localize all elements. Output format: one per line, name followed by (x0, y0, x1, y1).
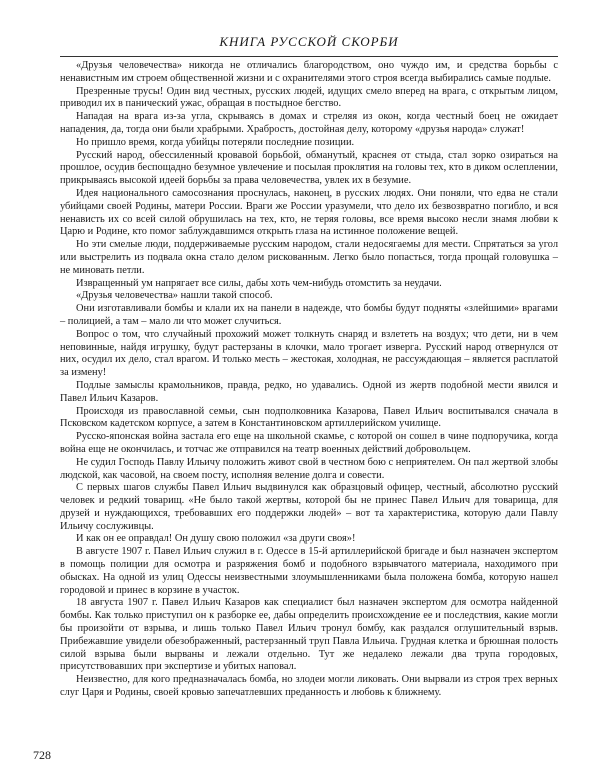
paragraph: Происходя из православной семьи, сын подполковника Казарова, Павел Ильич воспитывался сначала в Псковском кадетском корпусе, а затем в Константиновском артиллерийском училище. (60, 405, 558, 430)
header-title: КНИГА РУССКОЙ СКОРБИ (219, 34, 399, 49)
paragraph: Русский народ, обессиленный кровавой борьбой, обманутый, краснея от стыда, стал зорко озираться на прошлое, осудив беспощадно безумное увлечение и посылая проклятия на головы тех, кто в диком ослеплении, прикрываясь высокой идеей борьбы за права человечества, увлек их в безумие. (60, 149, 558, 187)
paragraph: Подлые замыслы крамольников, правда, редко, но удавались. Одной из жертв подобной мести явился и Павел Ильич Казаров. (60, 379, 558, 404)
page-number: 728 (33, 748, 51, 762)
paragraph: Неизвестно, для кого предназначалась бомба, но злодеи могли ликовать. Они вырвали из строя трех верных слуг Царя и Родины, своей кровью запечатлевших преданность и любовь к ближнему. (60, 674, 558, 699)
paragraph: Извращенный ум напрягает все силы, дабы хоть чем-нибудь отомстить за неудачи. (76, 277, 442, 289)
paragraph: «Друзья человечества» нашли такой способ. (76, 290, 273, 302)
body-text (60, 60, 558, 700)
running-header (60, 30, 558, 57)
paragraph: 18 августа 1907 г. Павел Ильич Казаров как специалист был назначен экспертом для осмотра найденной бомбы. Как только приступил он к разборке ее, дабы определить происхождение ее и последствия, какие могли бы произойти от взрыва, и лишь только Павел Ильич тронул бомбу, как раздался оглушительный взрыв. Прибежавшие увидели обезображенный, растерзанный труп Павла Ильича. Грудная клетка и брюшная полость силой взрыва были вырваны и лежали отдельно. Тут же недалеко лежали два трупа городовых, присутствовавших при экспертизе и убитых наповал. (60, 597, 558, 673)
paragraph: С первых шагов службы Павел Ильич выдвинулся как образцовый офицер, честный, абсолютно русский человек и редкий товарищ. «Не было такой жертвы, которой бы не принес Павел Ильич для товарища, для друзей и нуждающихся, требовавших его поддержки людей» – вот та характеристика, которую дали Павлу Ильичу сослуживцы. (60, 482, 558, 532)
paragraph: Нападая на врага из-за угла, скрываясь в домах и стреляя из окон, когда честный боец не ожидает нападения, да, тогда они были храбрыми. Храбрость, достойная делу, которому «друзья народа» служат! (60, 111, 558, 135)
paragraph: В августе 1907 г. Павел Ильич служил в г. Одессе в 15-й артиллерийской бригаде и был назначен экспертом в помощь полиции для осмотра и разряжения бомб и подобного взрывчатого материала, находимого при обысках. На одной из улиц Одессы неизвестными злоумышленниками была положена бомба, которую нашел городовой и принес в корзине в участок. (60, 546, 558, 596)
paragraph: И как он ее оправдал! Он душу свою положил «за други своя»! (76, 533, 356, 545)
paragraph: Вопрос о том, что случайный прохожий может толкнуть снаряд и взлететь на воздух; что дети, ни в чем неповинные, найдя игрушку, будут растерзаны в клочки, мало трогает изверга. Русский народ отвернулся от них, осудил их дело, стал врагом. И только месть – жестокая, холодная, не рассуждающая – является расплатой за измену! (60, 328, 558, 379)
paragraph: Идея национального самосознания проснулась, наконец, в русских людях. Они поняли, что едва не стали убийцами своей Родины, матери России. Враги же России уразумели, что дело их безвозвратно погибло, и вся ненависть их со всей силой обрушилась на тех, кто, не теряя головы, все время высоко несли знамя любви к Царю и Родине, кто помог заблуждавшимся открыть глаза на истинное положение вещей. (60, 187, 558, 238)
paragraph: Но эти смелые люди, поддерживаемые русским народом, стали недосягаемы для мести. Спрятаться за угол или выстрелить из подвала окна стало делом рискованным. Легко было попасться, тогда прощай головушка – не миновать петли. (60, 239, 558, 276)
paragraph: Презренные трусы! Один вид честных, русских людей, идущих смело вперед на врага, с открытым лицом, приводил их в панический ужас, обращая в постыдное бегство. (60, 85, 558, 110)
paragraph: Не судил Господь Павлу Ильичу положить живот свой в честном бою с неприятелем. Он пал жертвой злобы людской, как часовой, на своем посту, исполняя веление долга и совести. (60, 456, 558, 481)
paragraph: «Друзья человечества» никогда не отличались благородством, оно чуждо им, и средства борьбы с ненавистным им строем общественной жизни и с охранителями этого строя всегда выбирались самые подлые. (60, 60, 558, 84)
paragraph: Они изготавливали бомбы и клали их на панели в надежде, что бомбы будут подняты «злейшими» врагами – полицией, а там – мало ли что может случиться. (60, 303, 558, 327)
paragraph: Русско-японская война застала его еще на школьной скамье, с которой он сошел в чине подпоручика, когда война еще не окончилась, и тотчас же отправился на театр военных действий добровольцем. (60, 431, 558, 455)
paragraph: Но пришло время, когда убийцы потеряли последние позиции. (76, 136, 355, 148)
